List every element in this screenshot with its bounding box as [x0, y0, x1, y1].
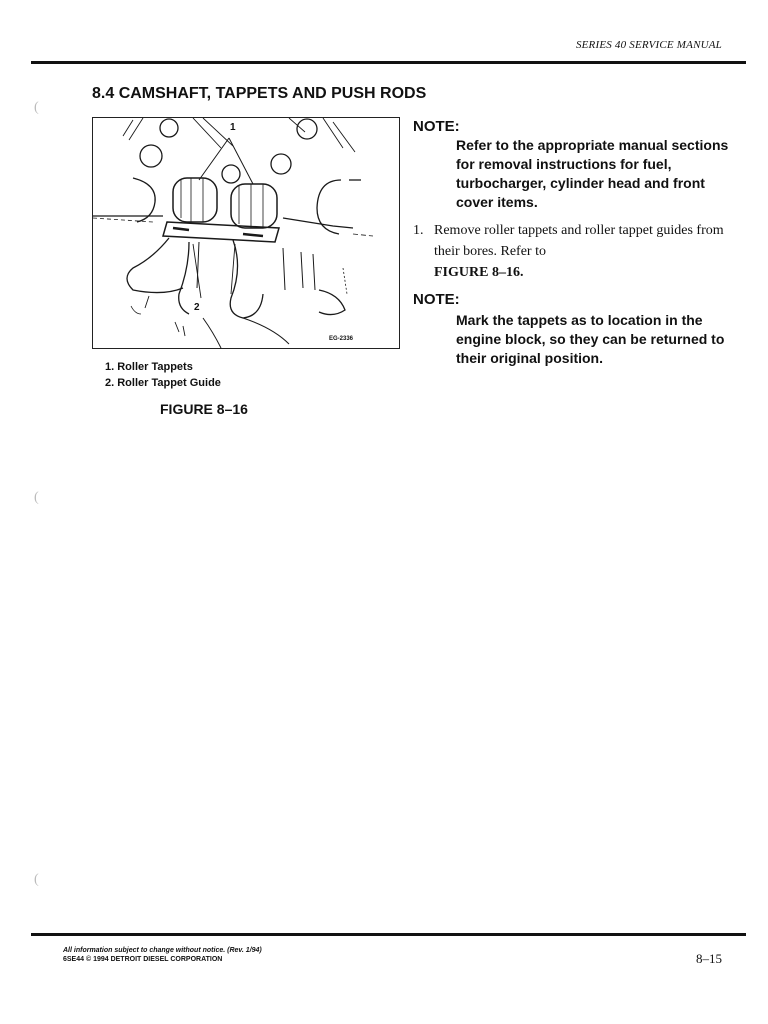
tappet-drawing — [93, 118, 399, 348]
section-title: 8.4 CAMSHAFT, TAPPETS AND PUSH RODS — [92, 85, 427, 102]
callout-2: 2 — [194, 302, 200, 313]
running-header: SERIES 40 SERVICE MANUAL — [575, 39, 722, 51]
caption-roller-tappets: 1. Roller Tappets — [105, 361, 193, 373]
scan-artifact: ( — [34, 490, 39, 505]
step-1 — [413, 220, 733, 283]
figure-illustration — [92, 117, 400, 349]
page-number: 8–15 — [696, 951, 722, 966]
scan-artifact: ( — [34, 872, 39, 887]
header-rule — [31, 61, 746, 64]
note-text-2: Mark the tappets as to location in the engine block, so they can be returned to their original position. — [456, 312, 725, 366]
footer-notice — [63, 946, 262, 964]
step-number: 1. — [413, 223, 424, 238]
figure-reference: FIGURE 8–16. — [434, 265, 524, 280]
note-heading-2: NOTE: — [413, 291, 460, 308]
step-text: Remove roller tappets and roller tappet guides from their bores. Refer to — [434, 223, 724, 259]
note-text: Refer to the appropriate manual sections for removal instructions for fuel, turbocharger, cylinder head and front cover items. — [456, 137, 729, 210]
note-heading: NOTE: — [413, 118, 460, 135]
figure-label: FIGURE 8–16 — [160, 401, 248, 417]
copyright: 6SE44 © 1994 DETROIT DIESEL CORPORATION — [63, 956, 223, 963]
callout-1: 1 — [230, 122, 236, 133]
change-notice: All information subject to change without notice. (Rev. 1/94) — [63, 947, 262, 954]
figure-captions — [105, 359, 221, 391]
caption-roller-tappet-guide: 2. Roller Tappet Guide — [105, 377, 221, 389]
footer-rule — [31, 933, 746, 936]
scan-artifact: ( — [34, 100, 39, 115]
figure-code: EG-2336 — [328, 336, 353, 342]
